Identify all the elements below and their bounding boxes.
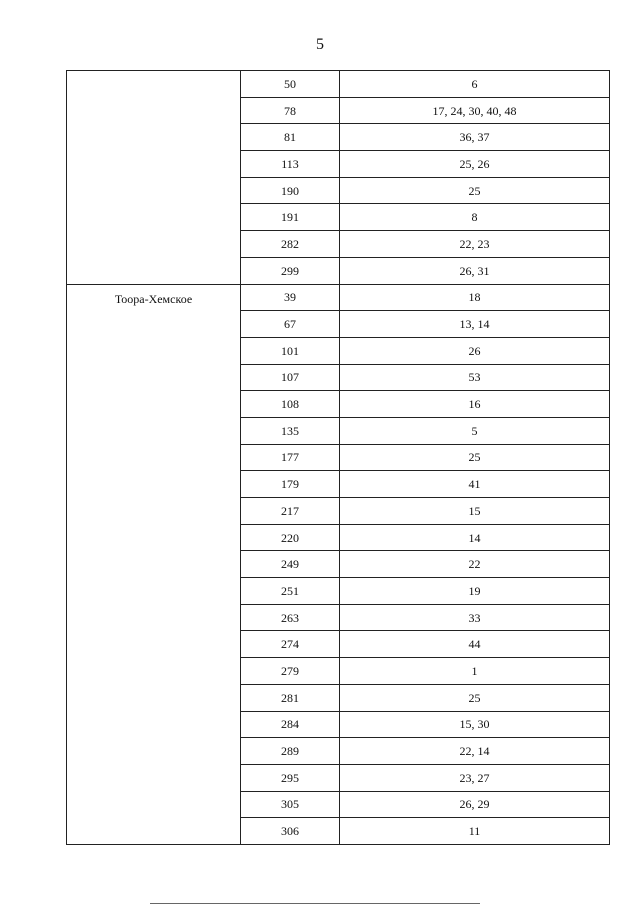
ids-cell: 14 [340,524,610,551]
number-cell: 190 [241,177,340,204]
ids-cell: 25 [340,684,610,711]
ids-cell: 23, 27 [340,764,610,791]
number-cell: 177 [241,444,340,471]
number-cell: 251 [241,578,340,605]
number-cell: 107 [241,364,340,391]
table-row [67,71,610,98]
ids-cell: 8 [340,204,610,231]
ids-cell: 22, 14 [340,738,610,765]
ids-cell: 22 [340,551,610,578]
district-cell: Тоора-Хемское [67,284,241,844]
data-table [66,70,610,845]
number-cell: 295 [241,764,340,791]
ids-cell: 36, 37 [340,124,610,151]
page-bottom-line [150,903,480,904]
ids-cell: 5 [340,417,610,444]
table-body [67,71,610,845]
district-cell [67,71,241,285]
number-cell: 284 [241,711,340,738]
number-cell: 263 [241,604,340,631]
page-number: 5 [316,36,324,53]
ids-cell: 15 [340,498,610,525]
ids-cell: 17, 24, 30, 40, 48 [340,97,610,124]
ids-cell: 13, 14 [340,311,610,338]
ids-cell: 44 [340,631,610,658]
number-cell: 305 [241,791,340,818]
number-cell: 289 [241,738,340,765]
ids-cell: 15, 30 [340,711,610,738]
ids-cell: 11 [340,818,610,845]
ids-cell: 25 [340,177,610,204]
number-cell: 179 [241,471,340,498]
ids-cell: 41 [340,471,610,498]
number-cell: 274 [241,631,340,658]
number-cell: 135 [241,417,340,444]
number-cell: 249 [241,551,340,578]
ids-cell: 33 [340,604,610,631]
number-cell: 217 [241,498,340,525]
ids-cell: 25, 26 [340,151,610,178]
ids-cell: 18 [340,284,610,311]
number-cell: 78 [241,97,340,124]
number-cell: 67 [241,311,340,338]
number-cell: 113 [241,151,340,178]
number-cell: 101 [241,337,340,364]
number-cell: 50 [241,71,340,98]
number-cell: 282 [241,231,340,258]
ids-cell: 6 [340,71,610,98]
ids-cell: 26 [340,337,610,364]
number-cell: 281 [241,684,340,711]
number-cell: 299 [241,257,340,284]
ids-cell: 1 [340,658,610,685]
ids-cell: 26, 29 [340,791,610,818]
number-cell: 108 [241,391,340,418]
number-cell: 306 [241,818,340,845]
number-cell: 39 [241,284,340,311]
ids-cell: 22, 23 [340,231,610,258]
number-cell: 191 [241,204,340,231]
ids-cell: 16 [340,391,610,418]
number-cell: 81 [241,124,340,151]
number-cell: 220 [241,524,340,551]
table-row [67,284,610,311]
ids-cell: 19 [340,578,610,605]
ids-cell: 26, 31 [340,257,610,284]
ids-cell: 53 [340,364,610,391]
ids-cell: 25 [340,444,610,471]
number-cell: 279 [241,658,340,685]
